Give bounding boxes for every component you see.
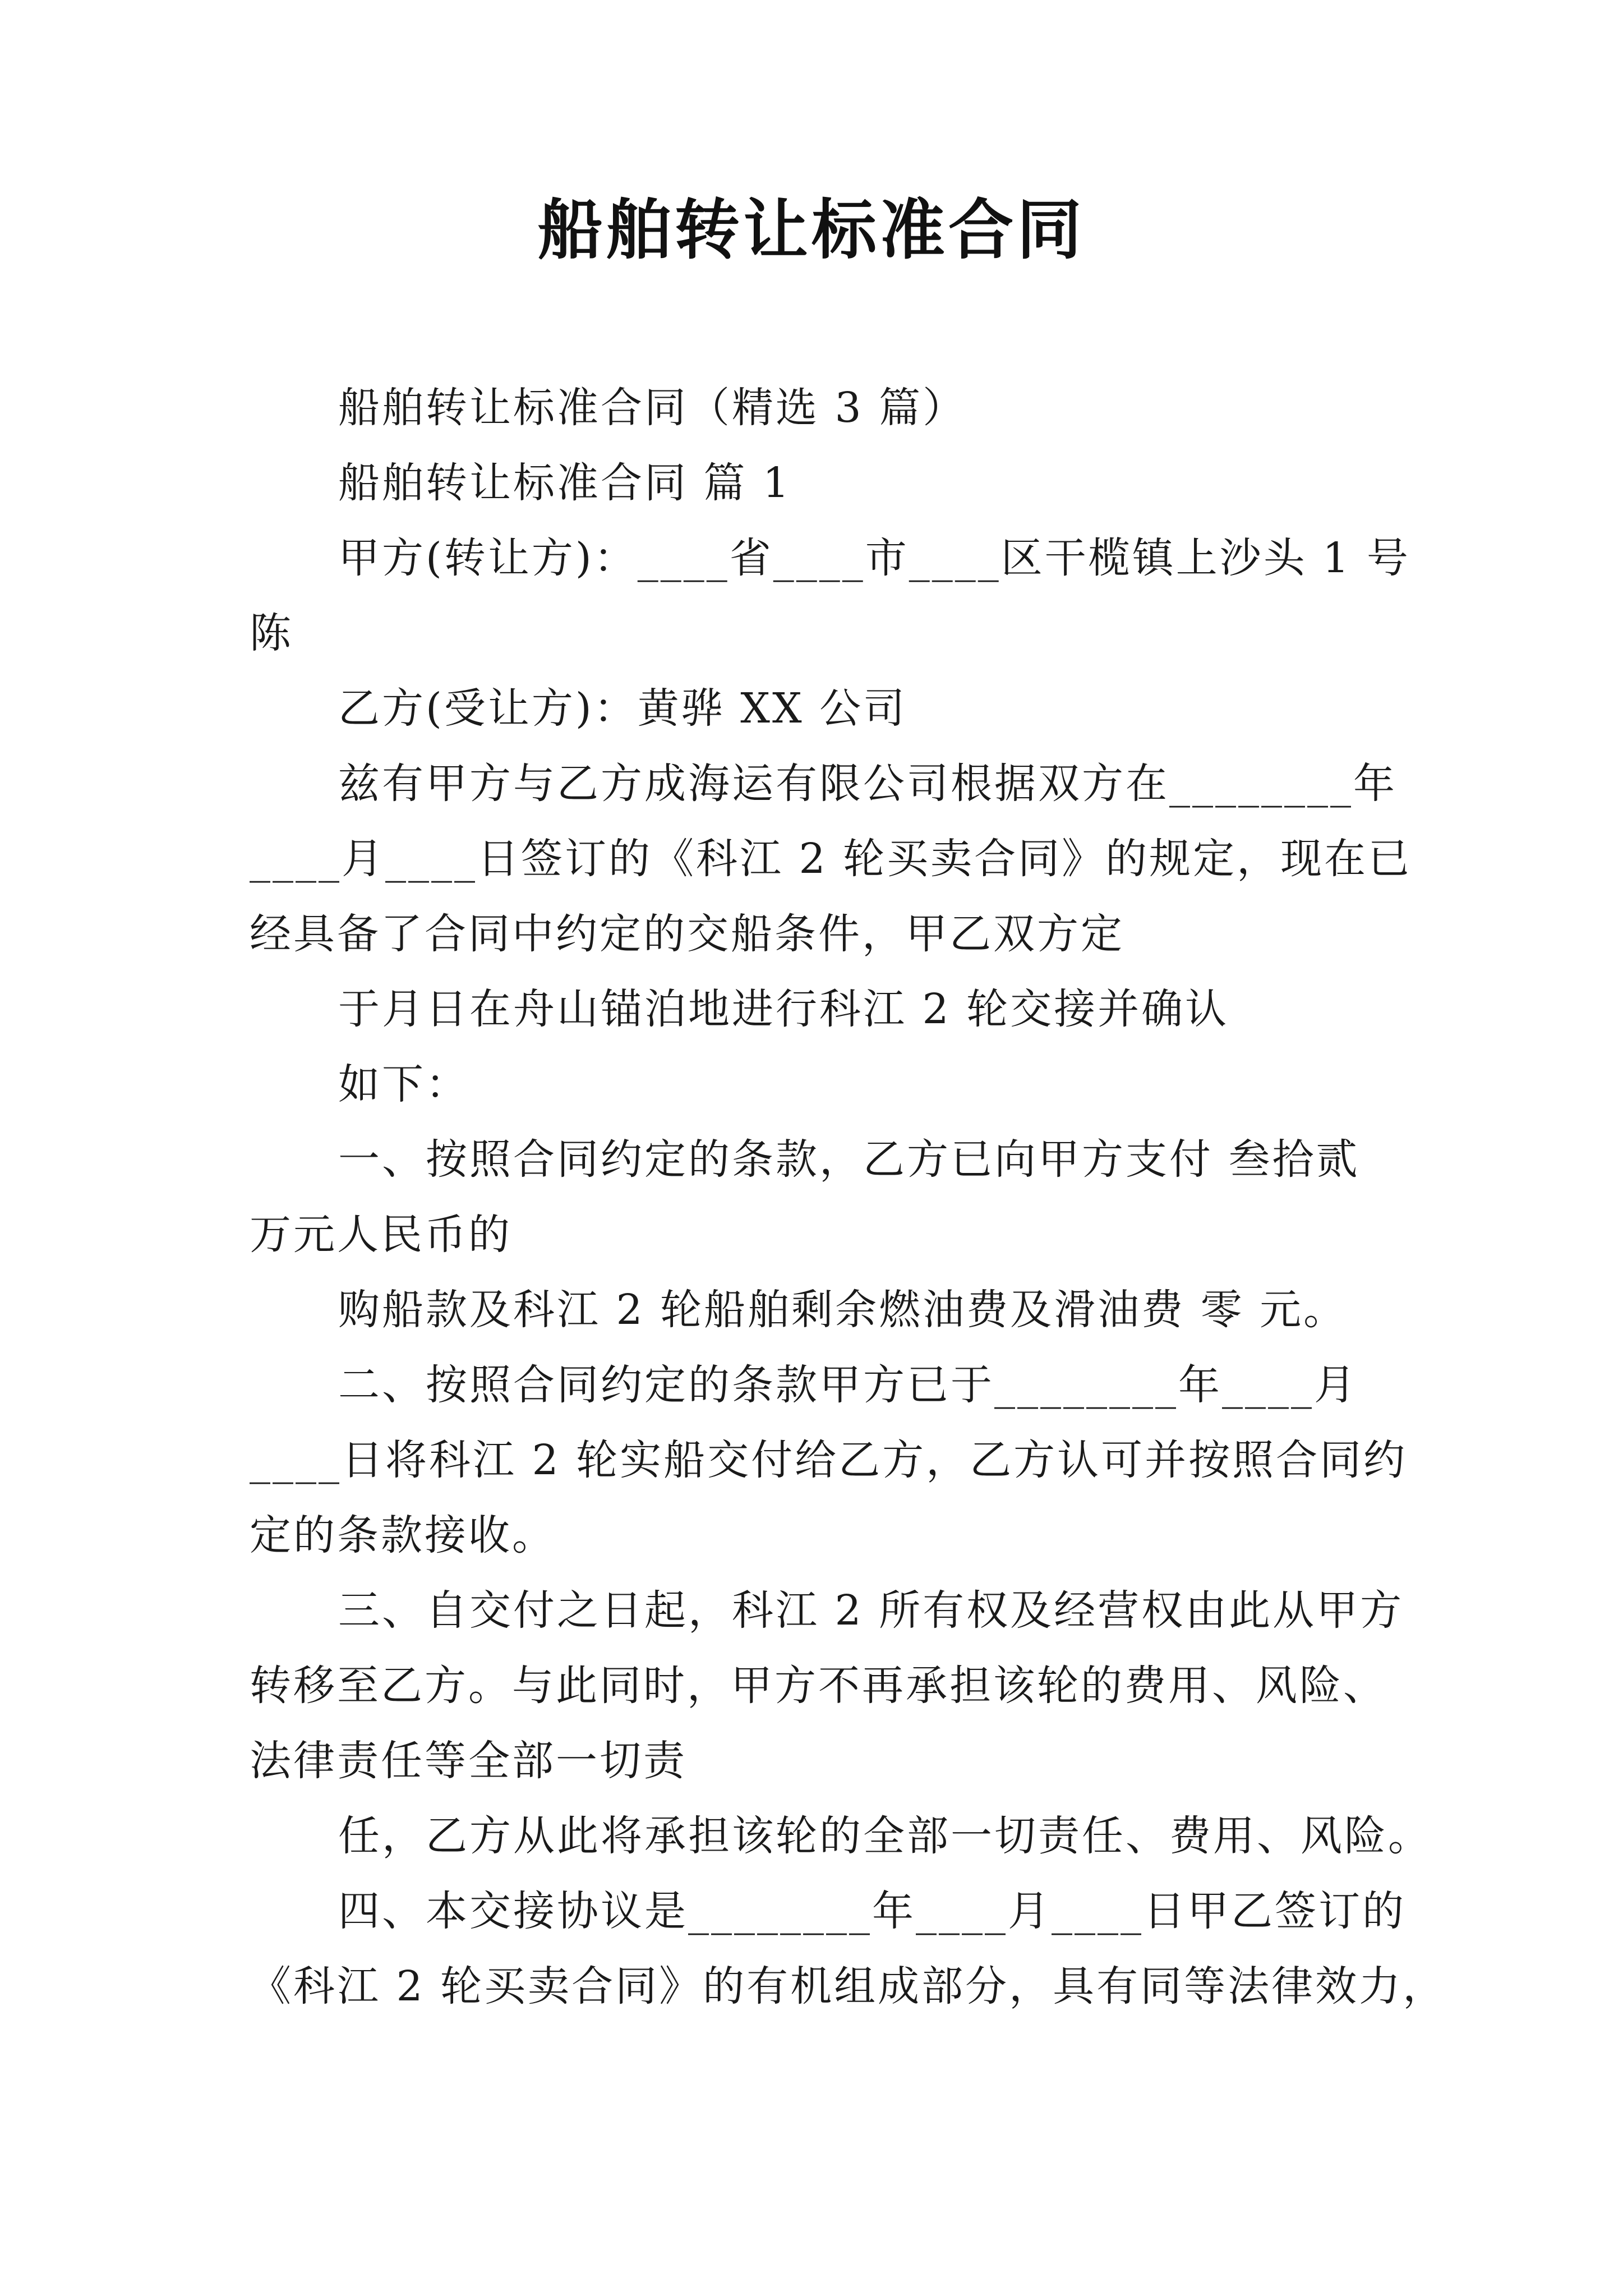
clause-3-line: 转移至乙方。与此同时，甲方不再承担该轮的费用、风险、 bbox=[250, 1662, 1387, 1710]
clause-2-line: 定的条款接收。 bbox=[250, 1511, 556, 1559]
party-a-line: 甲方(转让方)：____省____市____区干榄镇上沙头 1 号 bbox=[338, 534, 1410, 582]
subtitle-line: 船舶转让标准合同（精选 3 篇） bbox=[338, 384, 967, 432]
paragraph-line: 经具备了合同中约定的交船条件，甲乙双方定 bbox=[250, 910, 1124, 958]
clause-1-line: 一、按照合同约定的条款，乙方已向甲方支付 叁拾贰 bbox=[338, 1135, 1360, 1184]
paragraph-line: 如下： bbox=[338, 1060, 469, 1108]
clause-2-line: 二、按照合同约定的条款甲方已于________年____月 bbox=[338, 1361, 1358, 1409]
clause-4-line: 《科江 2 轮买卖合同》的有机组成部分，具有同等法律效力， bbox=[250, 1962, 1447, 2010]
party-a-line-cont: 陈 bbox=[250, 609, 293, 657]
clause-4-line: 四、本交接协议是________年____月____日甲乙签订的 bbox=[338, 1887, 1406, 1935]
document-body bbox=[250, 370, 1447, 2024]
document-title: 船舶转让标准合同 bbox=[538, 192, 1085, 268]
clause-3-line: 任，乙方从此将承担该轮的全部一切责任、费用、风险。 bbox=[338, 1812, 1432, 1860]
clause-1-line: 万元人民币的 bbox=[250, 1211, 512, 1259]
clause-3-line: 三、自交付之日起，科江 2 所有权及经营权由此从甲方 bbox=[338, 1586, 1404, 1635]
party-b-line: 乙方(受让方)：黄骅 XX 公司 bbox=[338, 684, 907, 733]
section-heading: 船舶转让标准合同 篇 1 bbox=[338, 459, 792, 507]
clause-3-line: 法律责任等全部一切责 bbox=[250, 1737, 687, 1785]
paragraph-line: ____月____日签订的《科江 2 轮买卖合同》的规定，现在已 bbox=[250, 835, 1412, 883]
clause-2-line: ____日将科江 2 轮实船交付给乙方，乙方认可并按照合同约 bbox=[250, 1436, 1408, 1484]
paragraph-line: 兹有甲方与乙方成海运有限公司根据双方在________年 bbox=[338, 760, 1397, 808]
clause-1-line: 购船款及科江 2 轮船舶剩余燃油费及滑油费 零 元。 bbox=[338, 1286, 1348, 1334]
paragraph-line: 于月日在舟山锚泊地进行科江 2 轮交接并确认 bbox=[338, 985, 1229, 1033]
